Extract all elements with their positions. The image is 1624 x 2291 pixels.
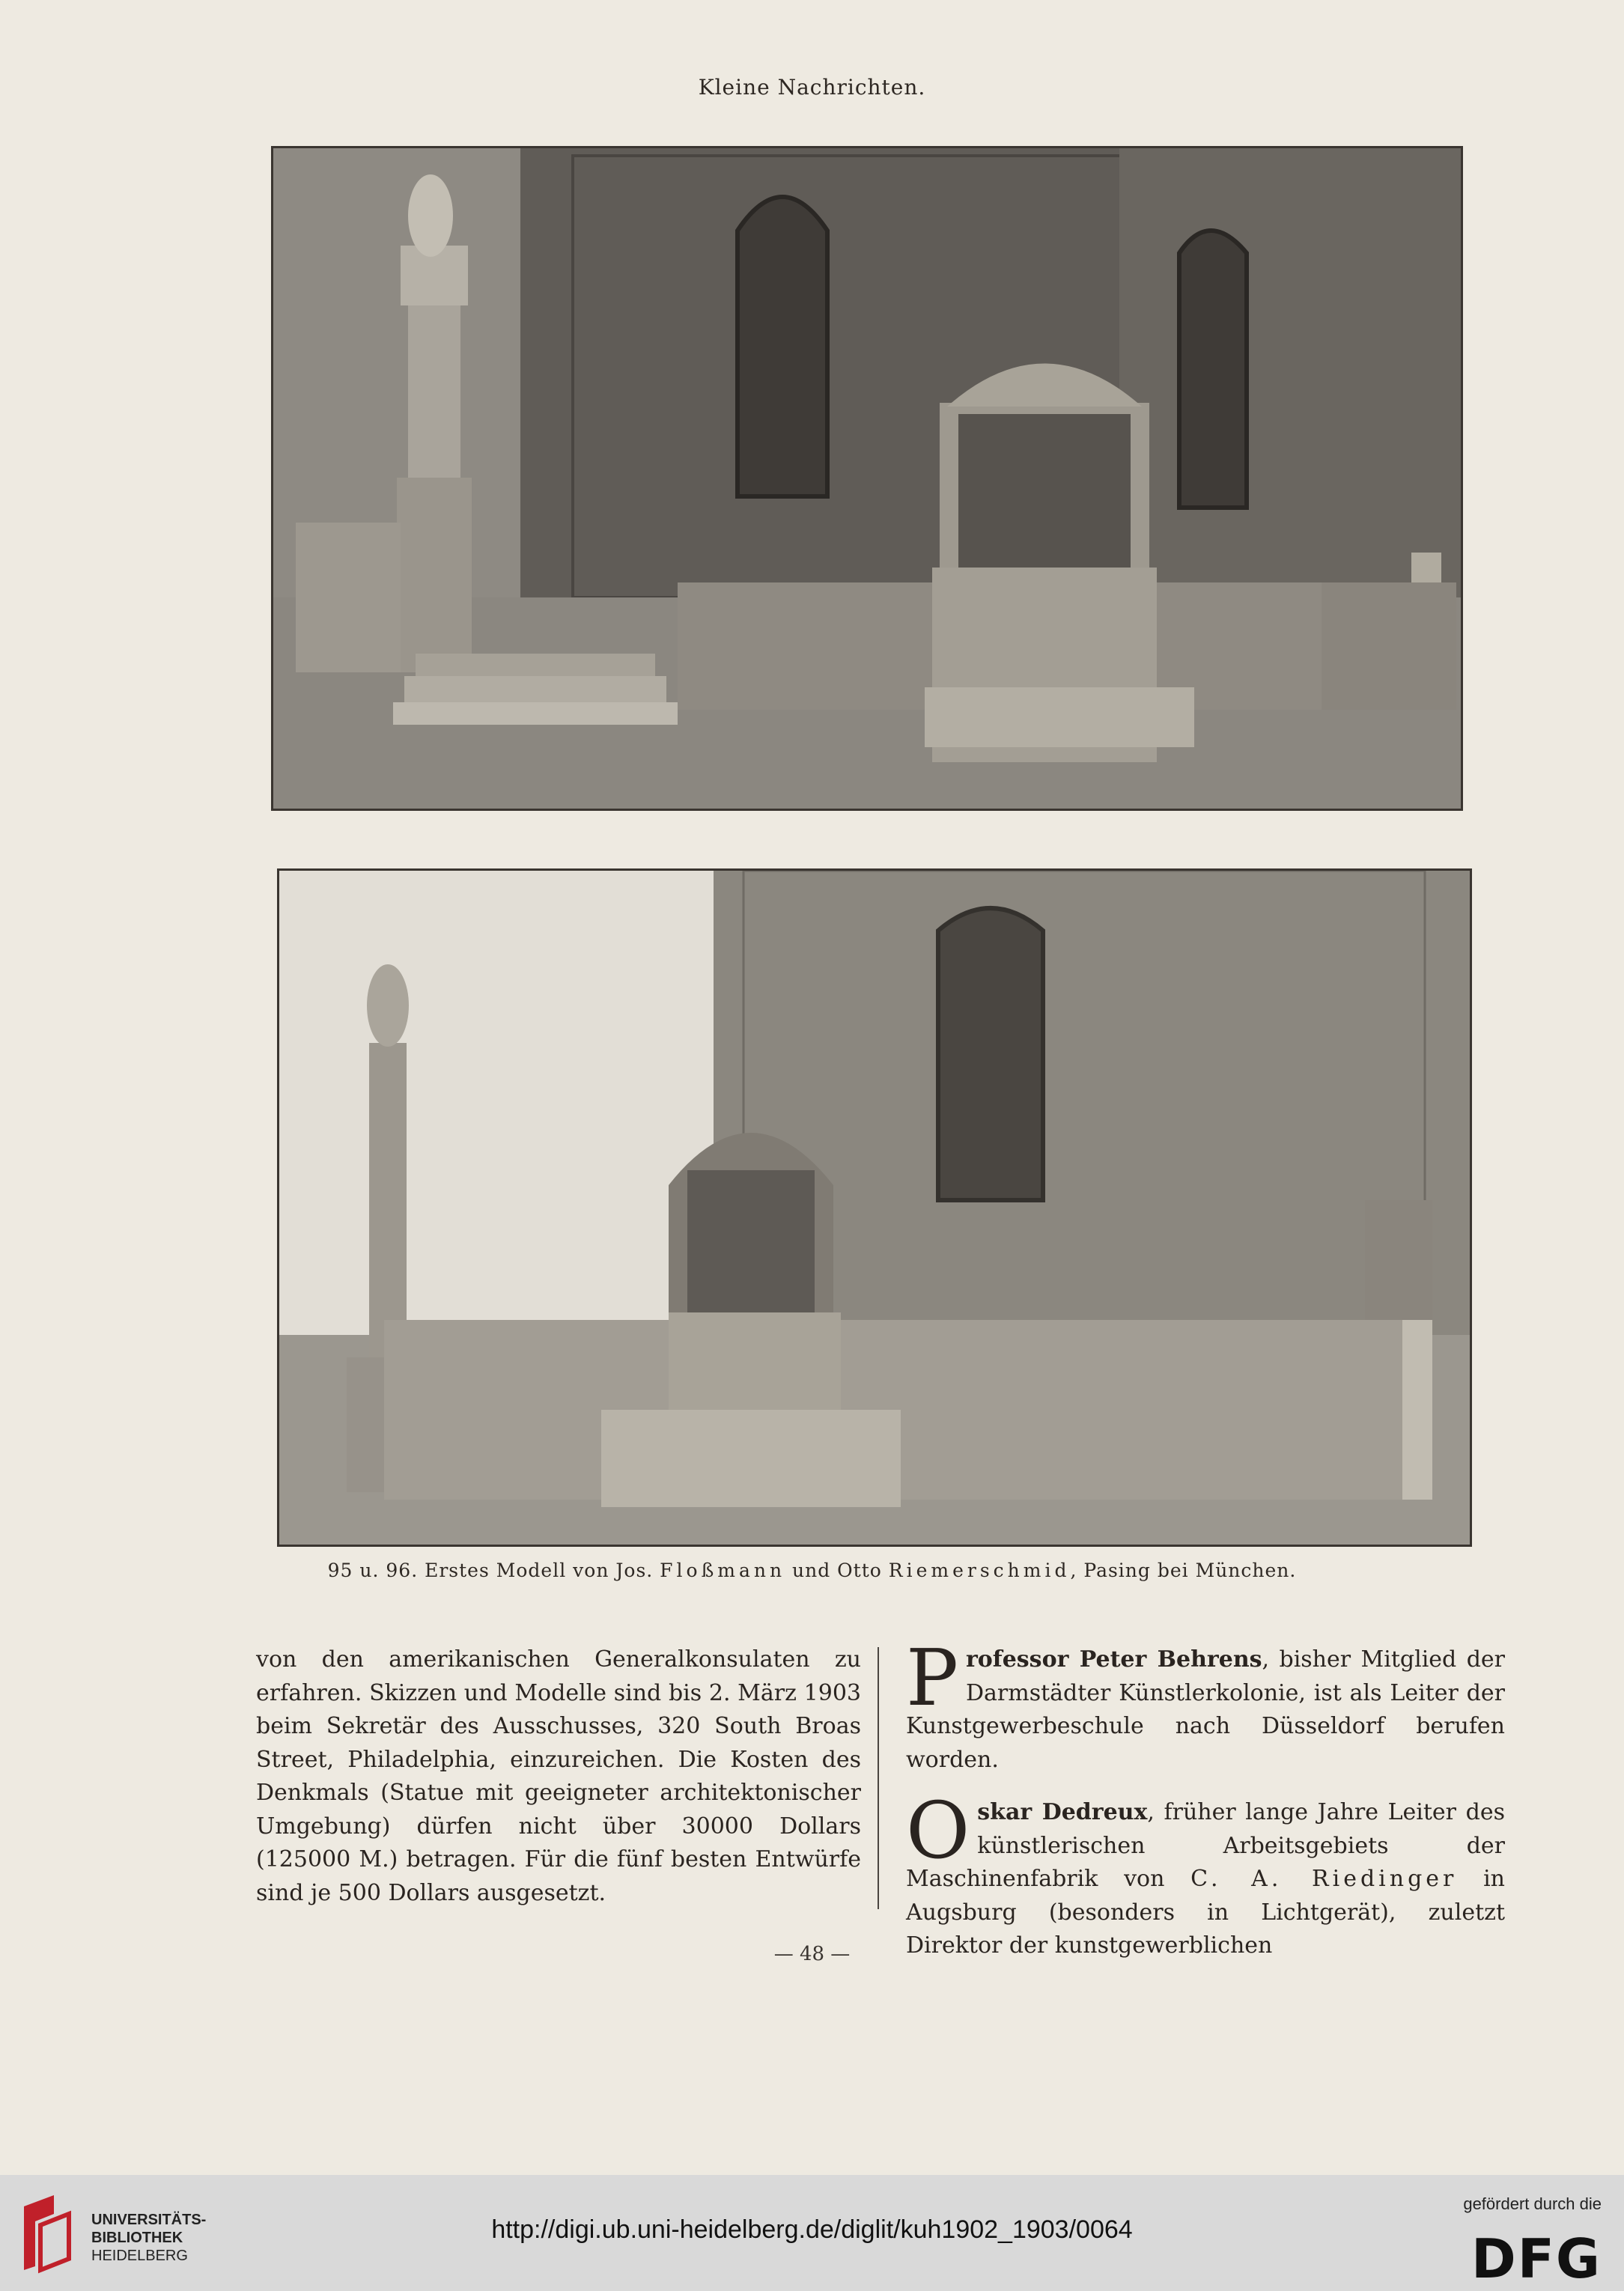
name-peter-behrens: rofessor Peter Behrens bbox=[965, 1646, 1262, 1673]
caption-location: , Pasing bei München. bbox=[1070, 1560, 1297, 1581]
dedreux-text-a: , früher lange Jahre Leiter des künstlerischen Arbeitsgebiets der Maschinenfabrik von bbox=[906, 1799, 1505, 1892]
company-riedinger: C. A. Riedinger bbox=[1190, 1866, 1458, 1892]
permalink-url[interactable]: http://digi.ub.uni-heidelberg.de/diglit/kuh1902_1903/0064 bbox=[491, 2215, 1133, 2244]
caption-name-riemerschmid: Riemerschmid bbox=[888, 1560, 1071, 1581]
caption-conjunction: und Otto bbox=[792, 1560, 882, 1581]
name-oskar-dedreux: skar Dedreux bbox=[977, 1799, 1148, 1825]
news-item-behrens bbox=[906, 1632, 1505, 1777]
column-divider bbox=[878, 1647, 879, 1909]
photo-plate-95 bbox=[271, 146, 1463, 811]
dropcap-o: O bbox=[906, 1785, 970, 1876]
dfg-logo: DFG bbox=[1471, 2227, 1602, 2290]
fountain-model-photo-1 bbox=[273, 148, 1461, 809]
left-column bbox=[256, 1643, 861, 1929]
dropcap-p: P bbox=[906, 1632, 958, 1723]
figure-number: 95 u. 96. bbox=[327, 1560, 419, 1581]
library-name-line3: HEIDELBERG bbox=[91, 2248, 188, 2264]
right-column bbox=[906, 1632, 1505, 1983]
digitization-footer bbox=[0, 2175, 1624, 2291]
dedreux-text-b: in Augsburg (besonders in Lichtgerät), zuletzt Direktor der kunstgewerblichen bbox=[906, 1866, 1505, 1959]
photo-plate-96 bbox=[277, 868, 1472, 1547]
caption-name-flossmann: Floßmann bbox=[660, 1560, 786, 1581]
caption-text: Erstes Modell von Jos. bbox=[425, 1560, 654, 1581]
running-head: Kleine Nachrichten. bbox=[698, 75, 926, 100]
library-name-line2: BIBLIOTHEK bbox=[91, 2230, 183, 2246]
fountain-model-photo-2 bbox=[279, 871, 1470, 1545]
page-number: — 48 — bbox=[773, 1943, 851, 1965]
left-column-text: von den amerikanischen Generalkonsulaten zu erfahren. Skizzen und Modelle sind bis 2. März 1903 beim Sekretär des Ausschusses, 320 South Broas Street, Philadelphia, einzureichen. Die Kosten des Denkmals (Statue mit geeigneter architektonischer Umgebung) dürfen nicht über 30000 Dollars (125000 M.) betragen. Für die fünf besten Entwürfe sind je 500 Dollars ausgesetzt. bbox=[256, 1646, 861, 1906]
figure-caption bbox=[0, 1560, 1624, 1581]
behrens-text: , bisher Mitglied der Darmstädter Künstlerkolonie, ist als Leiter der Kunstgewerbeschule nach Düsseldorf berufen worden. bbox=[906, 1646, 1505, 1773]
library-name-line1: UNIVERSITÄTS- bbox=[91, 2212, 207, 2228]
funding-label: gefördert durch die bbox=[1463, 2194, 1602, 2213]
news-item-dedreux bbox=[906, 1785, 1505, 1963]
